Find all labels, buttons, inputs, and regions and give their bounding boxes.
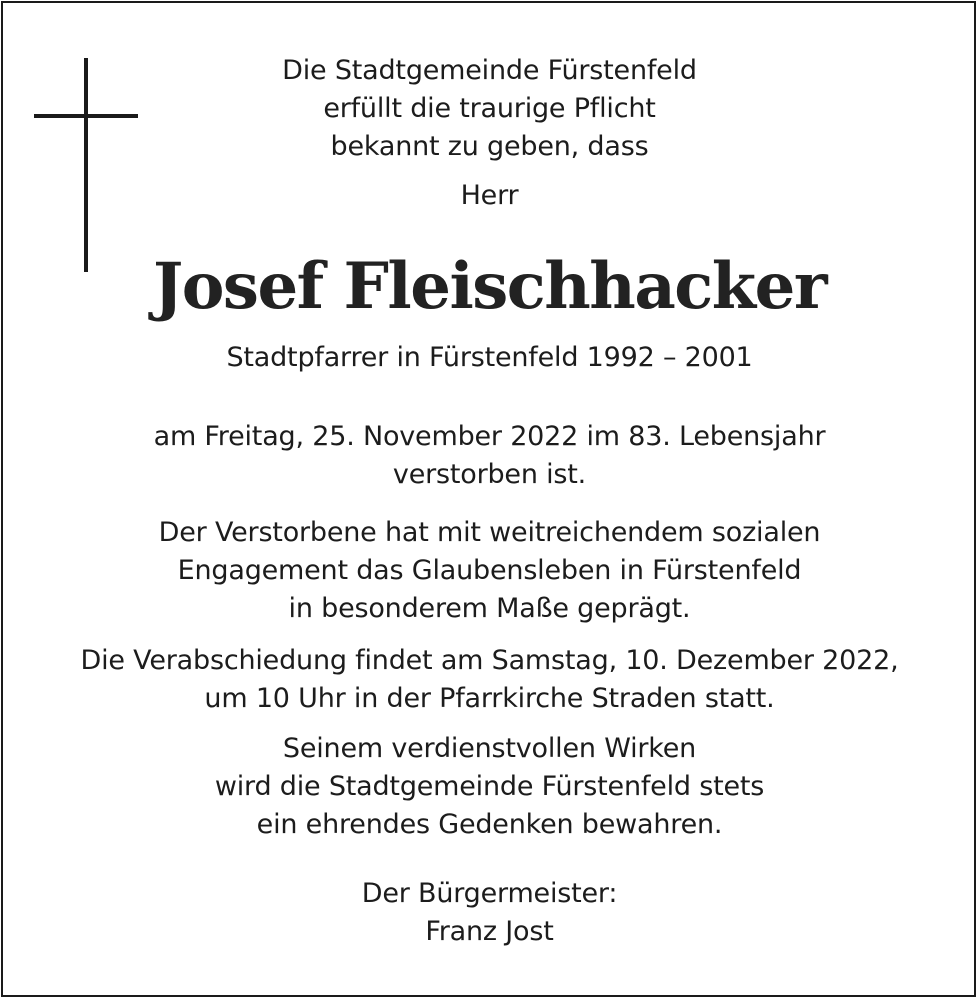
memory-line-3: ein ehrendes Gedenken bewahren.: [256, 809, 723, 840]
death-line-2: verstorben ist.: [392, 459, 587, 490]
signature-name: Franz Jost: [425, 916, 554, 947]
intro-line-1: Die Stadtgemeinde Fürstenfeld: [282, 55, 697, 86]
deceased-name: Josef Fleischhacker: [152, 249, 827, 324]
farewell-line-1: Die Verabschiedung findet am Samstag, 10. Dezember 2022,: [80, 645, 899, 676]
death-line-1: am Freitag, 25. November 2022 im 83. Lebensjahr: [153, 421, 826, 452]
tribute-line-3: in besonderem Maße geprägt.: [288, 593, 691, 624]
farewell-line-2: um 10 Uhr in der Pfarrkirche Straden statt.: [204, 683, 775, 714]
deceased-role: Stadtpfarrer in Fürstenfeld 1992 – 2001: [226, 342, 753, 373]
intro-line-3: bekannt zu geben, dass: [330, 131, 649, 162]
memory-line-2: wird die Stadtgemeinde Fürstenfeld stets: [214, 771, 765, 802]
intro-herr: Herr: [460, 180, 519, 211]
tribute-line-1: Der Verstorbene hat mit weitreichendem sozialen: [158, 517, 821, 548]
intro-line-2: erfüllt die traurige Pflicht: [323, 93, 656, 124]
signature-title: Der Bürgermeister:: [361, 878, 618, 909]
memory-line-1: Seinem verdienstvollen Wirken: [282, 733, 697, 764]
tribute-line-2: Engagement das Glaubensleben in Fürstenfeld: [177, 555, 802, 586]
